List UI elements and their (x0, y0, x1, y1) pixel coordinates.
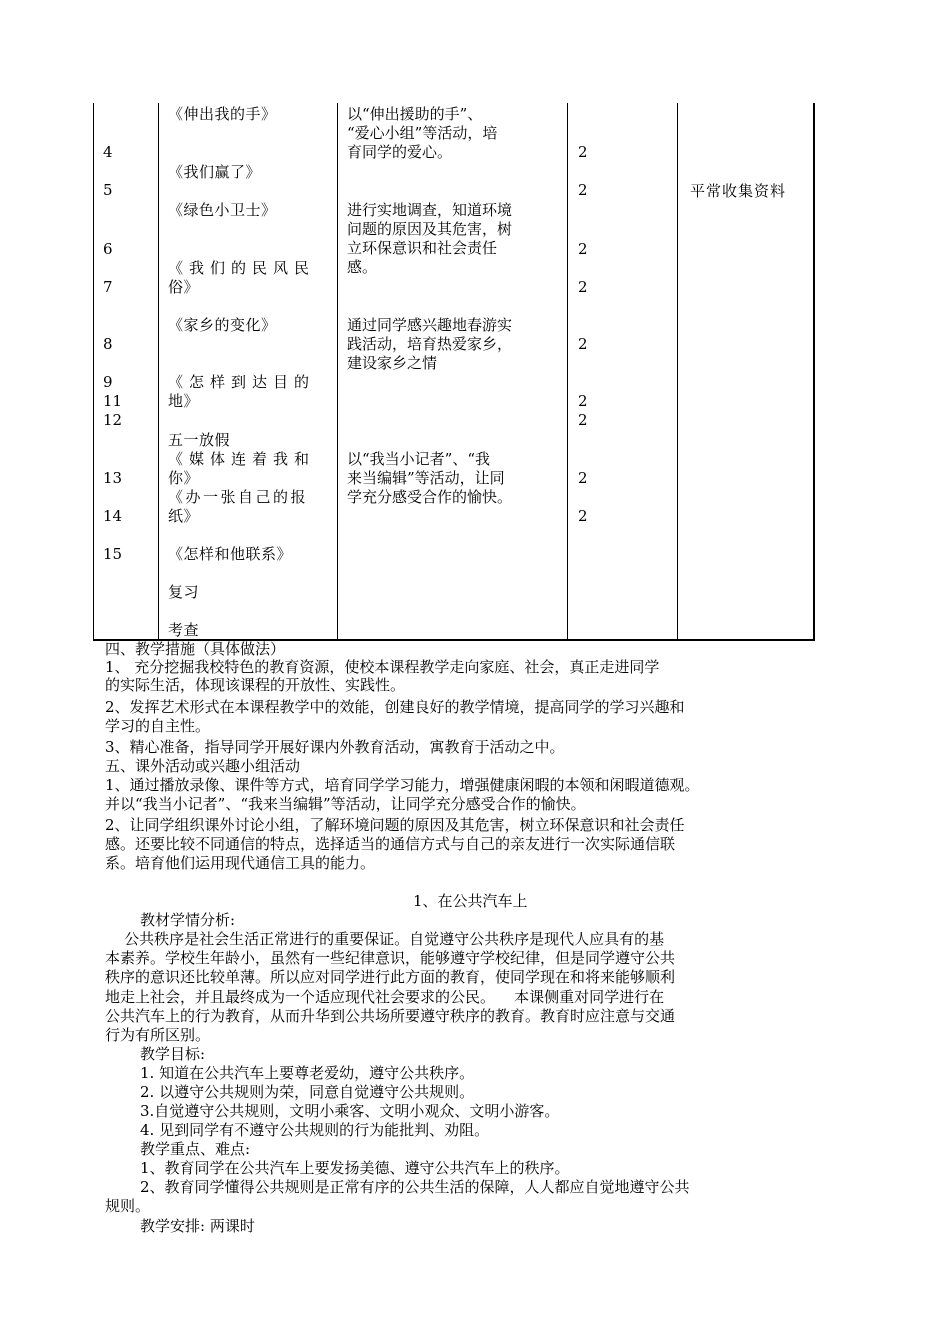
paragraph-line: 公共秩序是社会生活正常进行的重要保证。自觉遵守公共秩序是现代人应具有的基 (105, 930, 665, 948)
goal-cell: 通过同学感兴趣地春游实 践活动，培育热爱家乡， 建设家乡之情 (347, 316, 513, 372)
week-number: 7 (103, 278, 113, 296)
schedule-text: 教学安排: 两课时 (140, 1217, 255, 1235)
paragraph-line: 2、让同学组织课外讨论小组，了解环境问题的原因及其危害，树立环保意识和社会责任 (105, 816, 685, 834)
paragraph-line: 感。还要比较不同通信的特点，选择适当的通信方式与自己的亲友进行一次实际通信联 (105, 835, 676, 853)
week-number: 11 (103, 392, 123, 410)
paragraph-line: 系。培育他们运用现代通信工具的能力。 (105, 854, 376, 872)
paragraph-line: 3、精心准备，指导同学开展好课内外教育活动，寓教育于活动之中。 (105, 738, 565, 756)
week-number: 6 (103, 240, 113, 258)
key-heading: 教学重点、难点: (140, 1140, 251, 1158)
key-item: 2、教育同学懂得公共规则是正常有序的公共生活的保障，人人都应自觉地遵守公共 (140, 1178, 690, 1196)
goal-cell: 以“我当小记者”、“我 来当编辑”等活动，让同 学充分感受合作的愉快。 (347, 450, 513, 506)
topic-cell: 《怎样和他联系》 (168, 545, 293, 563)
week-number: 8 (103, 335, 113, 353)
hours-cell: 2 (578, 181, 588, 199)
goal-item: 1. 知道在公共汽车上要尊老爱幼，遵守公共秩序。 (140, 1064, 475, 1082)
week-number: 12 (103, 411, 123, 429)
topic-cell: 《怎样到达目的 地》 (168, 373, 316, 410)
paragraph-line: 地走上社会，并且最终成为一个适应现代社会要求的公民。 本课侧重对同学进行在 (105, 988, 665, 1006)
week-number: 4 (103, 143, 113, 161)
table-border-right (813, 103, 815, 639)
paragraph-line: 2、发挥艺术形式在本课程教学中的效能，创建良好的教学情境，提高同学的学习兴趣和 (105, 698, 685, 716)
section-heading: 五、课外活动或兴趣小组活动 (105, 757, 301, 775)
goal-cell: 以“伸出援助的手”、 “爱心小组”等活动，培 育同学的爱心。 (347, 105, 498, 161)
hours-cell: 2 (578, 392, 588, 410)
week-number: 14 (103, 507, 123, 525)
goal-cell: 进行实地调查，知道环境 问题的原因及其危害，树 立环保意识和社会责任 感。 (347, 201, 513, 276)
paragraph-line: 学习的自主性。 (105, 717, 211, 735)
hours-cell: 2 (578, 411, 588, 429)
paragraph-line: 行为有所区别。 (105, 1026, 211, 1044)
paragraph-line: 本素养。学校生年龄小，虽然有一些纪律意识，能够遵守学校纪律，但是同学遵守公共 (105, 949, 676, 967)
goal-item: 4. 见到同学有不遵守公共规则的行为能批判、劝阻。 (140, 1121, 490, 1139)
table-border-col3 (567, 103, 568, 639)
hours-cell: 2 (578, 335, 588, 353)
goal-item: 2. 以遵守公共规则为荣，同意自觉遵守公共规则。 (140, 1083, 475, 1101)
note-cell: 平常收集资料 (690, 182, 787, 200)
lesson-title: 1、在公共汽车上 (413, 892, 528, 910)
paragraph-line: 的实际生活，体现该课程的开放性、实践性。 (105, 676, 406, 694)
week-number: 9 (103, 373, 113, 391)
paragraph-line: 1、 充分挖掘我校特色的教育资源，使校本课程教学走向家庭、社会，真正走进同学 (105, 658, 660, 676)
topic-cell: 复习 (168, 583, 200, 601)
table-border-col2 (337, 103, 338, 639)
topic-cell: 考查 (168, 621, 200, 639)
analysis-heading: 教材学情分析: (140, 911, 236, 929)
table-border-col4 (677, 103, 678, 639)
hours-cell: 2 (578, 240, 588, 258)
week-number: 5 (103, 181, 113, 199)
goals-heading: 教学目标: (140, 1045, 206, 1063)
paragraph-line: 公共汽车上的行为教育，从而升华到公共场所要遵守秩序的教育。教育时应注意与交通 (105, 1007, 676, 1025)
topic-cell: 五一放假 (168, 431, 231, 449)
week-number: 15 (103, 545, 123, 563)
goal-item: 3.自觉遵守公共规则，文明小乘客、文明小观众、文明小游客。 (140, 1102, 560, 1120)
topic-cell: 《绿色小卫士》 (168, 201, 277, 219)
key-item: 规则。 (105, 1197, 151, 1215)
topic-cell: 《我们赢了》 (168, 163, 262, 181)
topic-cell: 《伸出我的手》 (168, 105, 277, 123)
week-number: 13 (103, 469, 123, 487)
paragraph-line: 秩序的意识还比较单薄。所以应对同学进行此方面的教育，使同学现在和将来能够顺利 (105, 968, 676, 986)
topic-cell: 《办一张自己的报 纸》 (168, 488, 309, 525)
hours-cell: 2 (578, 507, 588, 525)
hours-cell: 2 (578, 278, 588, 296)
table-border-col1 (158, 103, 159, 639)
paragraph-line: 1、通过播放录像、课件等方式，培育同学学习能力，增强健康闲暇的本领和闲暇道德观。 (105, 776, 700, 794)
section-heading: 四、教学措施（具体做法） (105, 640, 286, 658)
topic-cell: 《家乡的变化》 (168, 316, 277, 334)
table-border-left (93, 103, 94, 639)
key-item: 1、教育同学在公共汽车上要发扬美德、遵守公共汽车上的秩序。 (140, 1159, 570, 1177)
paragraph-line: 并以“我当小记者”、“我来当编辑”等活动，让同学充分感受合作的愉快。 (105, 795, 586, 813)
hours-cell: 2 (578, 469, 588, 487)
topic-cell: 《我们的民风民 俗》 (168, 259, 316, 296)
hours-cell: 2 (578, 143, 588, 161)
topic-cell: 《媒体连着我和 你》 (168, 450, 316, 487)
